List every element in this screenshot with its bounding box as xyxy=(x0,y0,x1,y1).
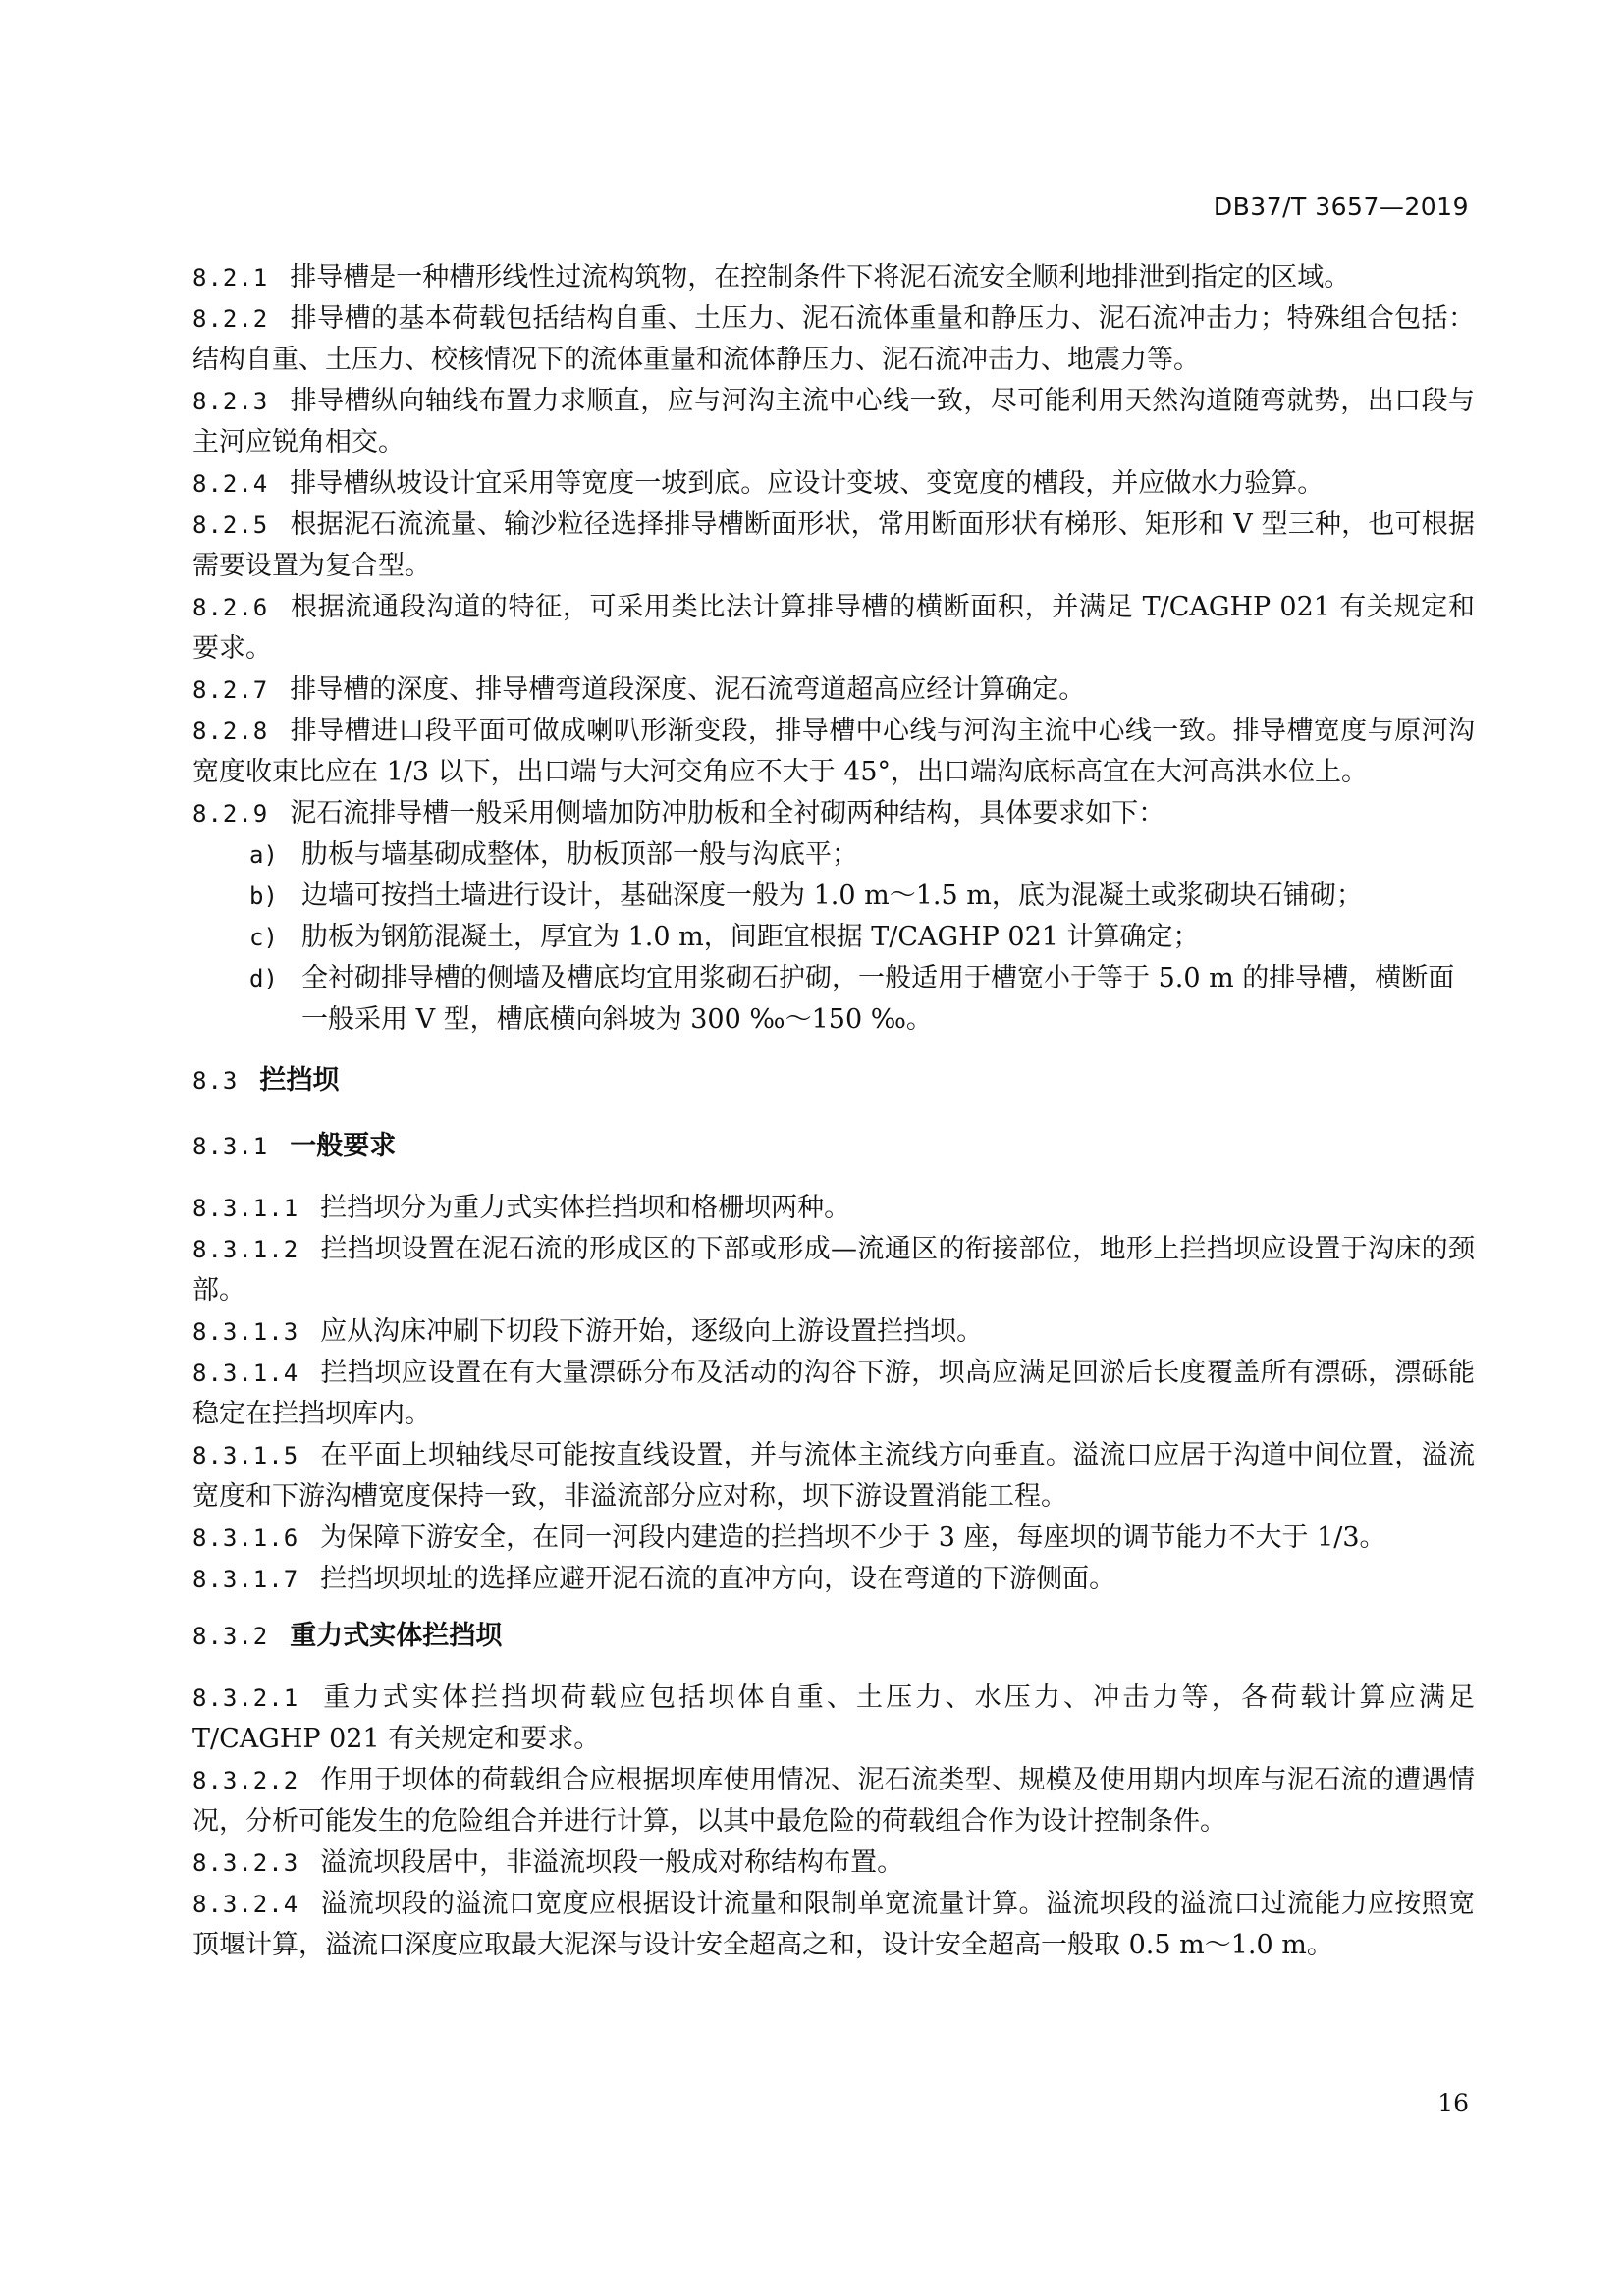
clause-8-2-3 xyxy=(192,381,1475,463)
clause-number: 8.3.1.3 xyxy=(192,1318,299,1346)
clause-number: 8.2.4 xyxy=(192,470,269,498)
section-heading-8-3 xyxy=(192,1060,1475,1101)
clause-text: 排导槽纵坡设计宜采用等宽度一坡到底。应设计变坡、变宽度的槽段，并应做水力验算。 xyxy=(290,468,1325,499)
clause-8-2-6 xyxy=(192,587,1475,669)
clause-8-2-5 xyxy=(192,505,1475,587)
clause-8-2-4 xyxy=(192,463,1475,505)
clause-8-3-2-1 xyxy=(192,1678,1475,1760)
clause-number: 8.3.1.7 xyxy=(192,1566,299,1593)
section-number: 8.3.1 xyxy=(192,1133,269,1160)
clause-text: 溢流坝段居中，非溢流坝段一般成对称结构布置。 xyxy=(320,1847,904,1878)
clause-8-3-2-4 xyxy=(192,1884,1475,1966)
section-number: 8.3.2 xyxy=(192,1623,269,1650)
section-title: 重力式实体拦挡坝 xyxy=(290,1621,503,1651)
clause-text: 排导槽是一种槽形线性过流构筑物，在控制条件下将泥石流安全顺利地排泄到指定的区域。 xyxy=(290,262,1351,293)
list-item-b xyxy=(192,876,1475,917)
clause-number: 8.2.7 xyxy=(192,676,269,704)
clause-number: 8.2.3 xyxy=(192,388,269,415)
clause-number: 8.2.2 xyxy=(192,305,269,333)
clause-number: 8.3.1.6 xyxy=(192,1524,299,1552)
clause-text: 重力式实体拦挡坝荷载应包括坝体自重、土压力、水压力、冲击力等，各荷载计算应满足 T/CAGHP 021 有关规定和要求。 xyxy=(192,1682,1475,1754)
clause-text: 拦挡坝设置在泥石流的形成区的下部或形成—流通区的衔接部位，地形上拦挡坝应设置于沟床的颈部。 xyxy=(192,1234,1475,1306)
clause-text: 在平面上坝轴线尽可能按直线设置，并与流体主流线方向垂直。溢流口应居于沟道中间位置，溢流宽度和下游沟槽宽度保持一致，非溢流部分应对称，坝下游设置消能工程。 xyxy=(192,1440,1475,1512)
list-item-text: 全衬砌排导槽的侧墙及槽底均宜用浆砌石护砌，一般适用于槽宽小于等于 5.0 m 的排导槽，横断面一般采用 V 型，槽底横向斜坡为 300 ‰～150 ‰。 xyxy=(301,963,1455,1035)
clause-8-3-1-6 xyxy=(192,1518,1475,1559)
list-marker: c) xyxy=(249,924,278,951)
clause-text: 作用于坝体的荷载组合应根据坝库使用情况、泥石流类型、规模及使用期内坝库与泥石流的遭遇情况，分析可能发生的危险组合并进行计算，以其中最危险的荷载组合作为设计控制条件。 xyxy=(192,1765,1475,1837)
section-title: 拦挡坝 xyxy=(259,1065,340,1095)
section-title: 一般要求 xyxy=(290,1131,397,1161)
clause-text: 泥石流排导槽一般采用侧墙加防冲肋板和全衬砌两种结构，具体要求如下： xyxy=(290,798,1165,828)
clause-number: 8.3.2.2 xyxy=(192,1767,299,1794)
clause-number: 8.3.1.2 xyxy=(192,1236,299,1263)
clause-number: 8.2.1 xyxy=(192,264,269,292)
clause-8-2-9 xyxy=(192,793,1475,834)
section-number: 8.3 xyxy=(192,1067,239,1095)
list-item-c xyxy=(192,917,1475,958)
clause-text: 排导槽的基本荷载包括结构自重、土压力、泥石流体重量和静压力、泥石流冲击力；特殊组合包括：结构自重、土压力、校核情况下的流体重量和流体静压力、泥石流冲击力、地震力等。 xyxy=(192,303,1475,375)
clause-text: 拦挡坝坝址的选择应避开泥石流的直冲方向，设在弯道的下游侧面。 xyxy=(320,1564,1116,1594)
clause-text: 排导槽纵向轴线布置力求顺直，应与河沟主流中心线一致，尽可能利用天然沟道随弯就势，出口段与主河应锐角相交。 xyxy=(192,386,1475,457)
clause-8-3-1-5 xyxy=(192,1435,1475,1518)
clause-text: 为保障下游安全，在同一河段内建造的拦挡坝不少于 3 座，每座坝的调节能力不大于 1/3。 xyxy=(320,1522,1386,1553)
clause-number: 8.3.1.1 xyxy=(192,1195,299,1222)
list-item-text: 边墙可按挡土墙进行设计，基础深度一般为 1.0 m～1.5 m，底为混凝土或浆砌块石铺砌； xyxy=(301,881,1363,911)
clause-8-2-8 xyxy=(192,711,1475,793)
page-content xyxy=(192,257,1475,1966)
clause-8-3-1-1 xyxy=(192,1188,1475,1229)
list-item-a xyxy=(192,834,1475,876)
document-code: DB37/T 3657—2019 xyxy=(1213,192,1469,221)
clause-text: 拦挡坝应设置在有大量漂砾分布及活动的沟谷下游，坝高应满足回淤后长度覆盖所有漂砾，漂砾能稳定在拦挡坝库内。 xyxy=(192,1358,1475,1429)
page-number: 16 xyxy=(1437,2089,1469,2117)
clause-number: 8.3.2.3 xyxy=(192,1849,299,1877)
list-item-text: 肋板与墙基砌成整体，肋板顶部一般与沟底平； xyxy=(301,839,858,870)
clause-8-3-2-2 xyxy=(192,1760,1475,1842)
clause-8-3-2-3 xyxy=(192,1842,1475,1884)
clause-number: 8.3.2.4 xyxy=(192,1891,299,1918)
clause-number: 8.3.2.1 xyxy=(192,1684,299,1712)
clause-8-2-1 xyxy=(192,257,1475,298)
clause-text: 根据流通段沟道的特征，可采用类比法计算排导槽的横断面积，并满足 T/CAGHP 021 有关规定和要求。 xyxy=(192,592,1475,664)
list-marker: b) xyxy=(249,882,278,910)
section-heading-8-3-1 xyxy=(192,1126,1475,1167)
clause-text: 溢流坝段的溢流口宽度应根据设计流量和限制单宽流量计算。溢流坝段的溢流口过流能力应按照宽顶堰计算，溢流口深度应取最大泥深与设计安全超高之和，设计安全超高一般取 0.5 m～1.0 m。 xyxy=(192,1889,1475,1960)
clause-number: 8.3.1.5 xyxy=(192,1442,299,1469)
clause-8-3-1-4 xyxy=(192,1353,1475,1435)
clause-8-2-7 xyxy=(192,669,1475,711)
clause-8-2-2 xyxy=(192,298,1475,381)
section-heading-8-3-2 xyxy=(192,1616,1475,1657)
clause-number: 8.2.5 xyxy=(192,511,269,539)
clause-text: 拦挡坝分为重力式实体拦挡坝和格栅坝两种。 xyxy=(320,1193,851,1223)
list-item-d xyxy=(192,958,1475,1041)
clause-text: 根据泥石流流量、输沙粒径选择排导槽断面形状，常用断面形状有梯形、矩形和 V 型三种，也可根据需要设置为复合型。 xyxy=(192,509,1475,581)
clause-text: 排导槽进口段平面可做成喇叭形渐变段，排导槽中心线与河沟主流中心线一致。排导槽宽度与原河沟宽度收束比应在 1/3 以下，出口端与大河交角应不大于 45°，出口端沟底标高宜在大河高洪水位上。 xyxy=(192,716,1475,787)
clause-8-3-1-7 xyxy=(192,1559,1475,1600)
list-marker: a) xyxy=(249,841,278,869)
clause-number: 8.2.8 xyxy=(192,718,269,745)
clause-8-3-1-2 xyxy=(192,1229,1475,1311)
clause-8-3-1-3 xyxy=(192,1311,1475,1353)
clause-number: 8.2.6 xyxy=(192,594,269,621)
clause-text: 应从沟床冲刷下切段下游开始，逐级向上游设置拦挡坝。 xyxy=(320,1316,984,1347)
clause-text: 排导槽的深度、排导槽弯道段深度、泥石流弯道超高应经计算确定。 xyxy=(290,674,1086,705)
list-marker: d) xyxy=(249,965,278,992)
list-item-text: 肋板为钢筋混凝土，厚宜为 1.0 m，间距宜根据 T/CAGHP 021 计算确定； xyxy=(301,922,1200,952)
clause-number: 8.2.9 xyxy=(192,800,269,828)
clause-number: 8.3.1.4 xyxy=(192,1360,299,1387)
